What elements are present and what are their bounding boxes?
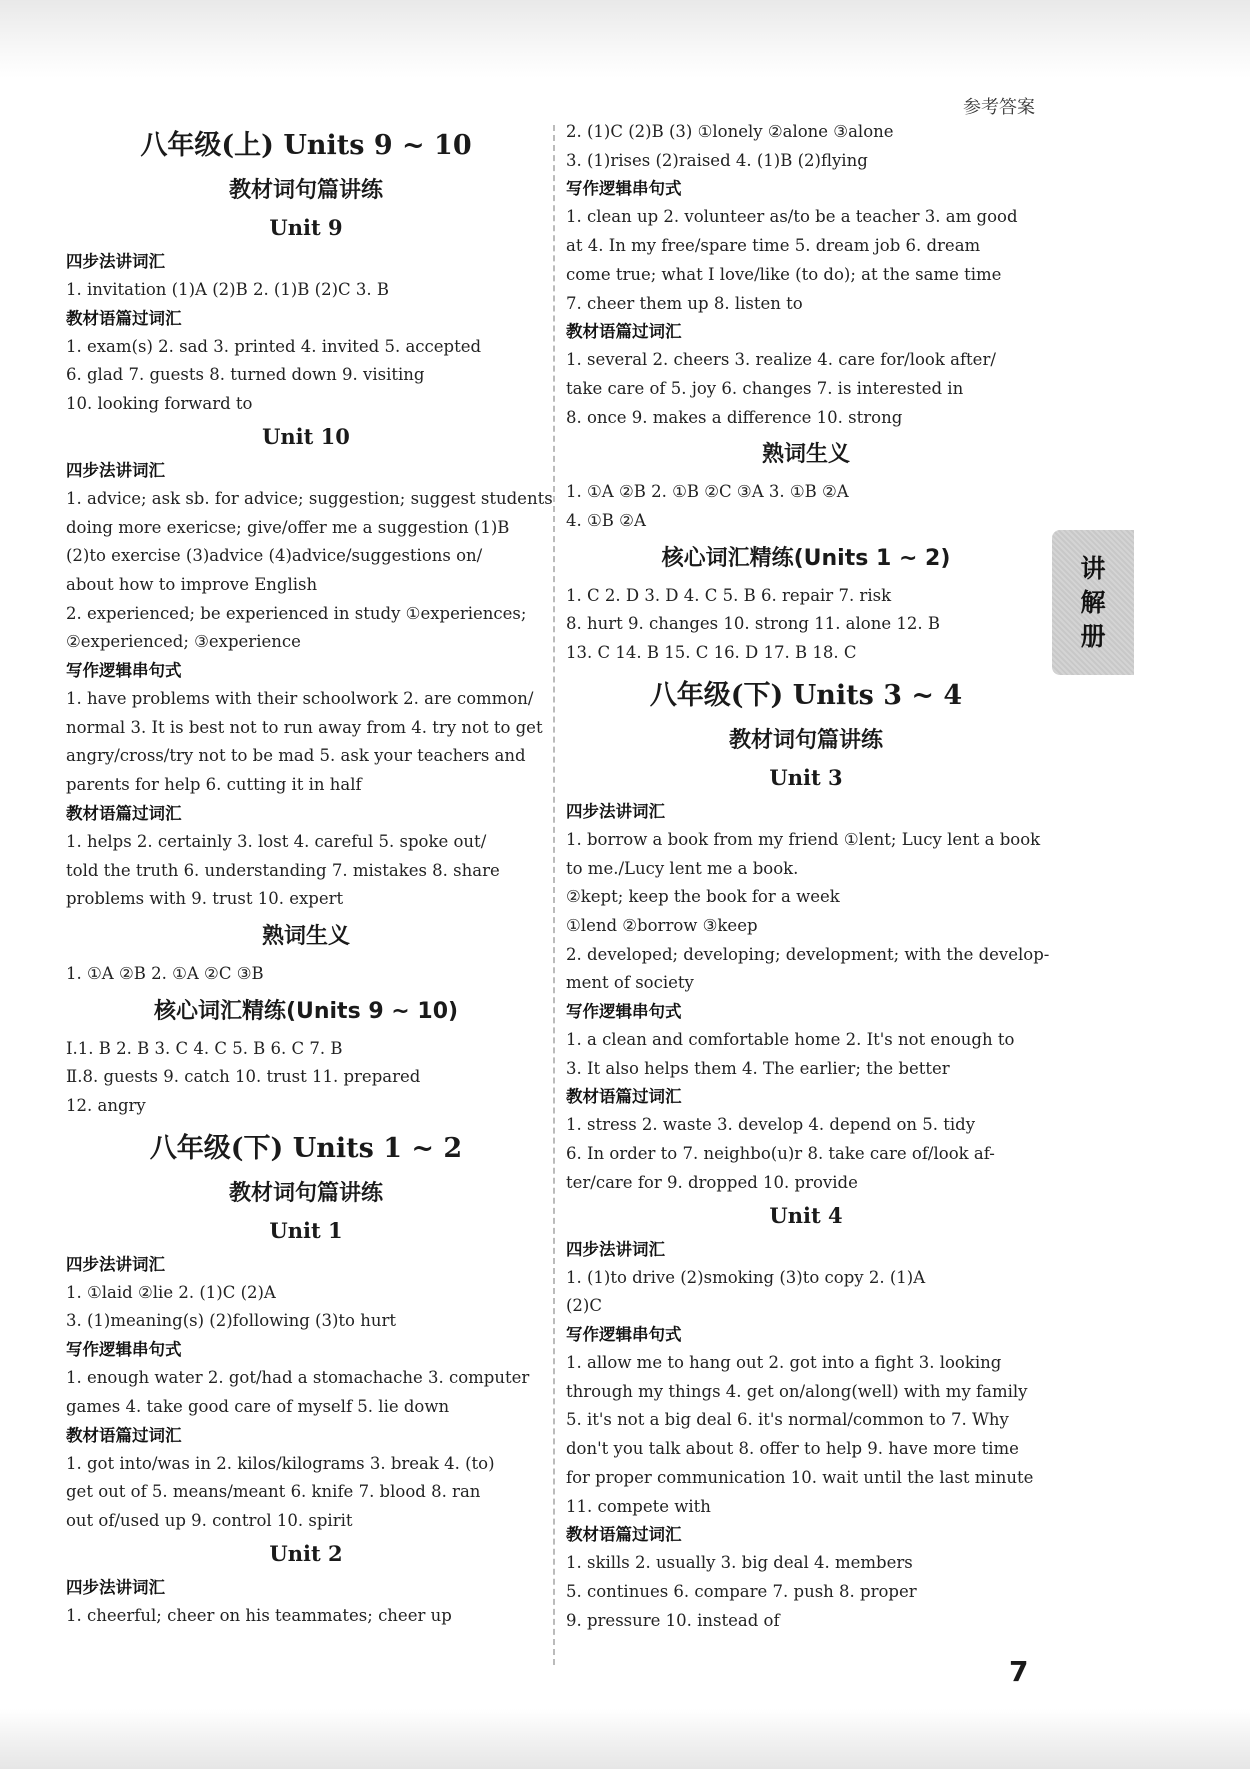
answer-line: out of/used up 9. control 10. spirit: [66, 1510, 353, 1530]
section-title: 核心词汇精练(Units 9 ~ 10): [153, 998, 459, 1024]
side-tab-char: 解: [1080, 587, 1106, 617]
answer-line: ②experienced; ③experience: [66, 632, 301, 652]
answer-line: Ⅱ.8. guests 9. catch 10. trust 11. prepared: [66, 1067, 421, 1087]
unit-heading: Unit 2: [269, 1540, 343, 1566]
answer-line: at 4. In my free/spare time 5. dream job 6. dream: [566, 236, 981, 256]
answer-line: 5. it's not a big deal 6. it's normal/common to 7. Why: [566, 1410, 1009, 1430]
answer-line: problems with 9. trust 10. expert: [66, 889, 344, 909]
grade-heading: 八年级(下) Units 3 ~ 4: [649, 679, 963, 711]
answer-line: 2. experienced; be experienced in study ①experiences;: [66, 603, 527, 623]
answer-line: parents for help 6. cutting it in half: [66, 775, 362, 795]
answer-line: doing more exericse; give/offer me a suggestion (1)B: [66, 517, 510, 537]
section-title: 教材词句篇讲练: [228, 1180, 383, 1206]
answer-line: 1. several 2. cheers 3. realize 4. care for/look after/: [566, 350, 996, 370]
subsection-label: 四步法讲词汇: [66, 460, 165, 480]
subsection-label: 四步法讲词汇: [66, 1577, 165, 1597]
page-top-band: [0, 0, 1250, 78]
answer-line: don't you talk about 8. offer to help 9. have more time: [566, 1439, 1019, 1459]
answer-line: ter/care for 9. dropped 10. provide: [566, 1172, 858, 1192]
section-title: 教材词句篇讲练: [728, 727, 883, 753]
subsection-label: 教材语篇过词汇: [66, 308, 182, 328]
subsection-label: 四步法讲词汇: [66, 1254, 165, 1274]
answer-line: 1. skills 2. usually 3. big deal 4. members: [566, 1553, 913, 1573]
answer-line: get out of 5. means/meant 6. knife 7. blood 8. ran: [66, 1482, 481, 1502]
answer-line: ①lend ②borrow ③keep: [566, 915, 758, 935]
answer-line: 7. cheer them up 8. listen to: [566, 293, 803, 313]
answer-line: 1. invitation (1)A (2)B 2. (1)B (2)C 3. B: [66, 280, 390, 299]
answer-line: 8. once 9. makes a difference 10. strong: [566, 407, 903, 427]
answer-line: through my things 4. get on/along(well) with my family: [566, 1381, 1028, 1401]
subsection-label: 写作逻辑串句式: [566, 179, 682, 199]
answer-line: to me./Lucy lent me a book.: [566, 858, 799, 878]
answer-line: 1. ①A ②B 2. ①B ②C ③A 3. ①B ②A: [566, 482, 849, 502]
answer-line: 1. got into/was in 2. kilos/kilograms 3. break 4. (to): [66, 1453, 495, 1473]
answer-line: 1. (1)to drive (2)smoking (3)to copy 2. (1)A: [566, 1267, 926, 1287]
answer-line: 1. C 2. D 3. D 4. C 5. B 6. repair 7. risk: [566, 585, 892, 605]
side-tab: [1052, 530, 1134, 675]
answer-line: 2. (1)C (2)B (3) ①lonely ②alone ③alone: [566, 122, 894, 141]
subsection-label: 教材语篇过词汇: [66, 1425, 182, 1445]
answer-line: 13. C 14. B 15. C 16. D 17. B 18. C: [566, 643, 857, 663]
answer-line: 8. hurt 9. changes 10. strong 11. alone 12. B: [566, 614, 940, 634]
answer-line: 1. enough water 2. got/had a stomachache 3. computer: [66, 1368, 530, 1388]
answer-line: 6. In order to 7. neighbo(u)r 8. take care of/look af-: [566, 1144, 995, 1164]
answer-line: normal 3. It is best not to run away from 4. try not to get: [66, 717, 543, 737]
subsection-label: 教材语篇过词汇: [566, 1087, 682, 1107]
answer-line: 2. developed; developing; development; with the develop-: [566, 944, 1050, 964]
answer-line: 1. borrow a book from my friend ①lent; Lucy lent a book: [566, 829, 1041, 849]
answer-line: come true; what I love/like (to do); at the same time: [566, 264, 1002, 284]
answer-line: 1. stress 2. waste 3. develop 4. depend on 5. tidy: [566, 1115, 976, 1135]
answer-line: 1. have problems with their schoolwork 2. are common/: [66, 689, 534, 709]
answer-line: 1. advice; ask sb. for advice; suggestion; suggest students: [66, 488, 553, 508]
subsection-label: 教材语篇过词汇: [566, 1525, 682, 1545]
unit-heading: Unit 9: [269, 215, 343, 240]
answer-line: ment of society: [566, 973, 694, 993]
grade-heading: 八年级(上) Units 9 ~ 10: [140, 130, 472, 161]
answer-line: ②kept; keep the book for a week: [566, 887, 840, 907]
answer-line: 4. ①B ②A: [566, 511, 646, 531]
answer-line: 6. glad 7. guests 8. turned down 9. visiting: [66, 365, 425, 385]
answer-line: (2)to exercise (3)advice (4)advice/suggestions on/: [66, 546, 483, 566]
side-tab-char: 讲: [1080, 553, 1106, 583]
answer-line: 5. continues 6. compare 7. push 8. proper: [566, 1581, 917, 1601]
answer-line: for proper communication 10. wait until the last minute: [566, 1467, 1034, 1487]
column-divider: [553, 125, 555, 1665]
answer-line: 12. angry: [66, 1096, 146, 1116]
grade-heading: 八年级(下) Units 1 ~ 2: [149, 1132, 463, 1164]
unit-heading: Unit 10: [262, 423, 350, 449]
answer-line: take care of 5. joy 6. changes 7. is interested in: [566, 378, 964, 398]
answer-line: 10. looking forward to: [66, 394, 253, 414]
subsection-label: 教材语篇过词汇: [566, 322, 682, 342]
answer-line: 1. allow me to hang out 2. got into a fight 3. looking: [566, 1352, 1002, 1372]
answer-line: 1. ①laid ②lie 2. (1)C (2)A: [66, 1282, 276, 1302]
answer-line: 1. exam(s) 2. sad 3. printed 4. invited 5. accepted: [66, 336, 482, 356]
unit-heading: Unit 4: [769, 1202, 843, 1228]
answer-line: 3. (1)rises (2)raised 4. (1)B (2)flying: [566, 150, 868, 170]
answer-line: angry/cross/try not to be mad 5. ask your teachers and: [66, 746, 526, 766]
subsection-label: 教材语篇过词汇: [66, 803, 182, 823]
header-label: 参考答案: [963, 97, 1035, 118]
answer-line: 1. ①A ②B 2. ①A ②C ③B: [66, 963, 264, 983]
section-title: 熟词生义: [761, 442, 850, 468]
subsection-label: 四步法讲词汇: [66, 252, 165, 271]
answer-line: about how to improve English: [66, 574, 318, 594]
side-tab-char: 册: [1080, 621, 1106, 651]
right-column: [566, 118, 1050, 1635]
answer-line: 1. cheerful; cheer on his teammates; cheer up: [66, 1605, 452, 1625]
section-title: 核心词汇精练(Units 1 ~ 2): [661, 545, 951, 571]
subsection-label: 写作逻辑串句式: [66, 1340, 182, 1360]
answer-line: 1. a clean and comfortable home 2. It's not enough to: [566, 1030, 1015, 1050]
subsection-label: 四步法讲词汇: [566, 801, 665, 821]
section-title: 教材词句篇讲练: [228, 178, 383, 203]
unit-heading: Unit 3: [769, 764, 843, 790]
left-column: [66, 118, 553, 1630]
answer-line: Ⅰ.1. B 2. B 3. C 4. C 5. B 6. C 7. B: [66, 1038, 343, 1058]
answer-line: 9. pressure 10. instead of: [566, 1610, 780, 1630]
page-number: 7: [1009, 1655, 1029, 1688]
answer-line: 1. helps 2. certainly 3. lost 4. careful 5. spoke out/: [66, 831, 487, 851]
answer-line: 3. It also helps them 4. The earlier; the better: [566, 1058, 950, 1078]
answer-line: 11. compete with: [566, 1496, 711, 1516]
answer-line: told the truth 6. understanding 7. mistakes 8. share: [66, 860, 500, 880]
page-bottom-band: [0, 1709, 1250, 1769]
answer-line: 1. clean up 2. volunteer as/to be a teacher 3. am good: [566, 207, 1018, 227]
answer-line: (2)C: [566, 1296, 602, 1316]
subsection-label: 写作逻辑串句式: [566, 1324, 682, 1344]
answer-line: 3. (1)meaning(s) (2)following (3)to hurt: [66, 1311, 396, 1331]
answer-line: games 4. take good care of myself 5. lie down: [66, 1396, 450, 1416]
subsection-label: 写作逻辑串句式: [566, 1002, 682, 1022]
section-title: 熟词生义: [261, 923, 350, 949]
subsection-label: 四步法讲词汇: [566, 1239, 665, 1259]
unit-heading: Unit 1: [269, 1217, 343, 1243]
subsection-label: 写作逻辑串句式: [66, 661, 182, 681]
